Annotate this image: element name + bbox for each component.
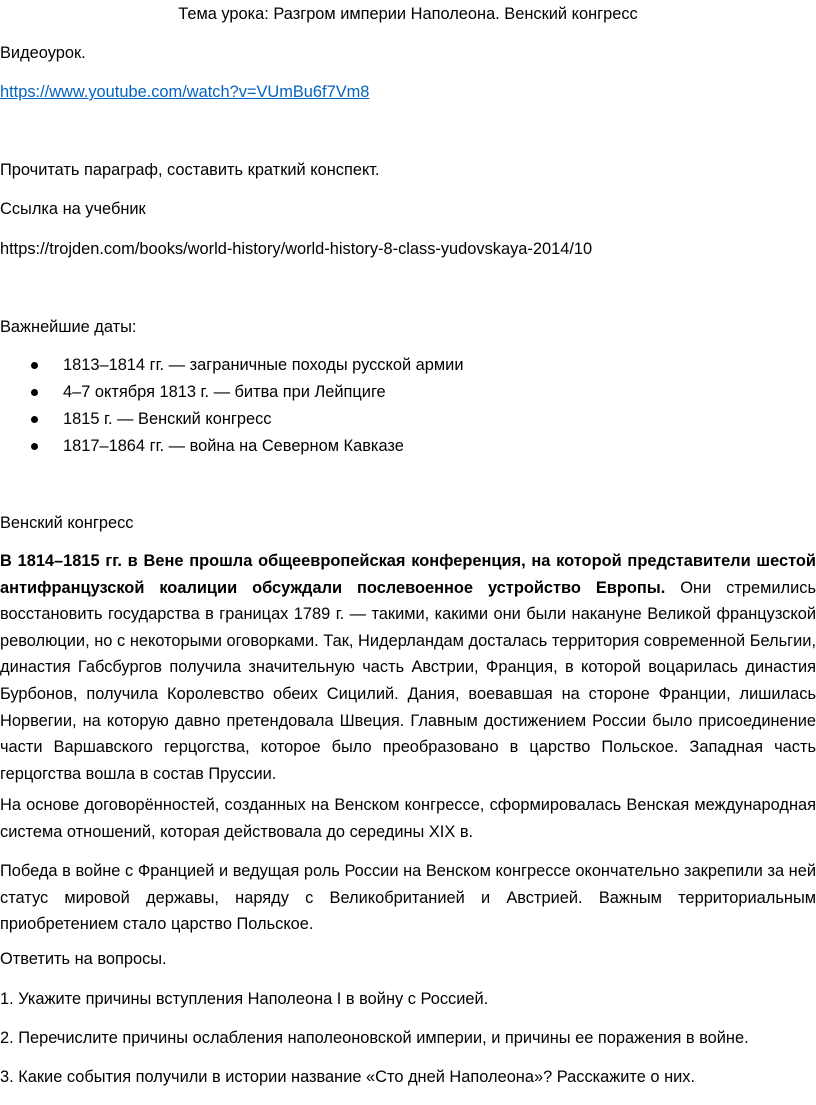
- bullet-icon: [31, 389, 38, 396]
- list-item: [0, 406, 816, 433]
- video-label: Видеоурок.: [0, 44, 86, 62]
- list-item: [0, 433, 816, 460]
- date-text: 1813–1814 гг. — заграничные походы русской армии: [63, 356, 464, 374]
- lesson-title: Тема урока: Разгром империи Наполеона. Венский конгресс: [178, 5, 638, 23]
- dates-heading: Важнейшие даты:: [0, 318, 137, 336]
- paragraph-vienna-system: На основе договорённостей, созданных на Венском конгрессе, сформировалась Венская международная система отношений, которая действовала до середины XIX в.: [0, 796, 816, 841]
- textbook-label: Ссылка на учебник: [0, 200, 146, 218]
- question-item: 3. Какие события получили в истории название «Сто дней Наполеона»? Расскажите о них.: [0, 1068, 696, 1086]
- section-heading: Венский конгресс: [0, 514, 134, 532]
- paragraph-vienna-congress: [0, 548, 816, 787]
- list-item: [0, 379, 816, 406]
- question-item: 1. Укажите причины вступления Наполеона I в войну с Россией.: [0, 990, 489, 1008]
- paragraph-russia-status: Победа в войне с Францией и ведущая роль России на Венском конгрессе окончательно закрепили за ней статус мировой державы, наряду с Великобританией и Австрией. Важным территориальным приобретением стало царство Польское.: [0, 862, 816, 934]
- list-item: [0, 352, 816, 379]
- date-text: 1815 г. — Венский конгресс: [63, 410, 272, 428]
- question-item: 2. Перечислите причины ослабления наполеоновской империи, и причины ее поражения в войне.: [0, 1029, 749, 1047]
- reading-task: Прочитать параграф, составить краткий конспект.: [0, 161, 380, 179]
- bullet-icon: [31, 416, 38, 423]
- video-link[interactable]: https://www.youtube.com/watch?v=VUmBu6f7Vm8: [0, 83, 370, 101]
- date-text: 4–7 октября 1813 г. — битва при Лейпциге: [63, 383, 386, 401]
- bullet-icon: [31, 362, 38, 369]
- date-text: 1817–1864 гг. — война на Северном Кавказе: [63, 437, 404, 455]
- questions-heading: Ответить на вопросы.: [0, 950, 167, 968]
- textbook-url: https://trojden.com/books/world-history/world-history-8-class-yudovskaya-2014/10: [0, 240, 593, 258]
- paragraph-bold-lead: В 1814–1815 гг. в Вене прошла общеевропейская конференция, на которой представители шестой антифранцузской коалиции обсуждали послевоенное устройство Европы.: [0, 552, 816, 597]
- dates-list: [0, 352, 816, 460]
- paragraph-body: Они стремились восстановить государства в границах 1789 г. — такими, какими они были накануне Великой французской революции, но с некоторыми оговорками. Так, Нидерландам досталась территория современной Бельгии, династия Габсбургов получила значительную часть Австрии, Франция, в которой воцарилась династия Бурбонов, получила Королевство обеих Сицилий. Дания, воевавшая на стороне Франции, лишилась Норвегии, на которую давно претендовала Швеция. Главным достижением России было присоединение части Варшавского герцогства, которое было преобразовано в царство Польское. Западная часть герцогства вошла в состав Пруссии.: [0, 578, 816, 783]
- bullet-icon: [31, 443, 38, 450]
